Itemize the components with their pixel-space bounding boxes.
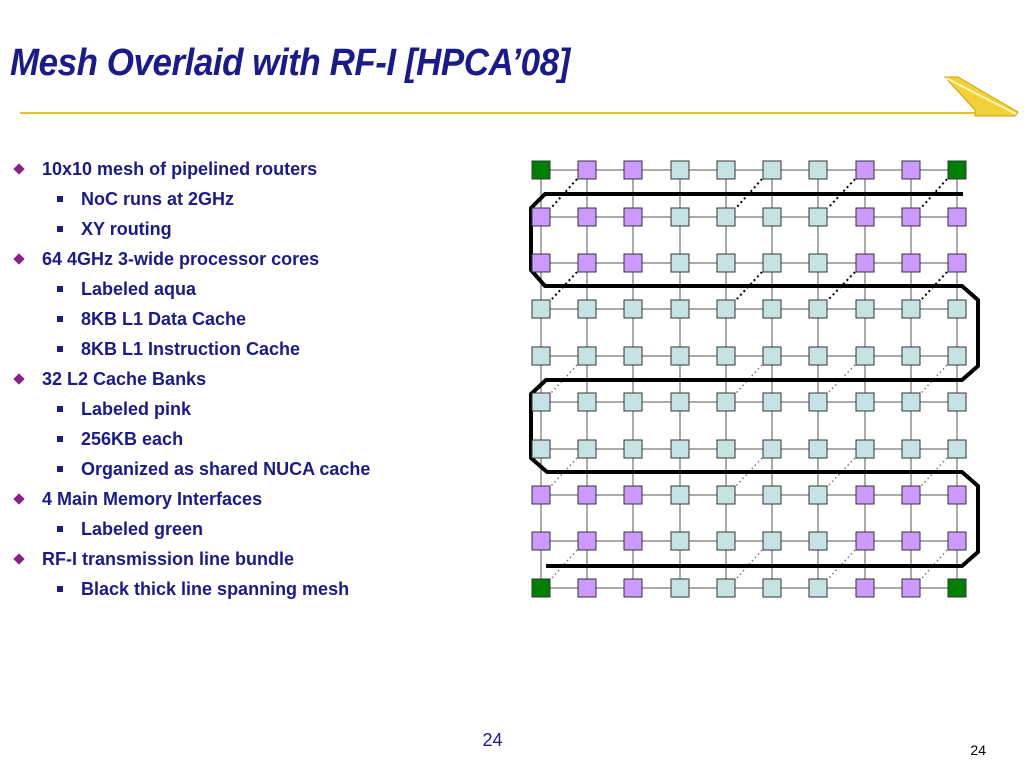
diamond-bullet-icon	[13, 253, 24, 264]
processor-core-node	[763, 254, 781, 272]
processor-core-node	[856, 347, 874, 365]
l2-cache-bank-node	[532, 254, 550, 272]
l2-cache-bank-node	[578, 486, 596, 504]
processor-core-node	[717, 393, 735, 411]
l2-cache-bank-node	[902, 254, 920, 272]
title-underline-rule	[0, 70, 1024, 130]
processor-core-node	[948, 440, 966, 458]
square-bullet-icon	[57, 406, 63, 412]
processor-core-node	[948, 300, 966, 318]
sub-bullet-text: 8KB L1 Instruction Cache	[81, 339, 301, 359]
processor-core-node	[763, 347, 781, 365]
processor-core-node	[717, 300, 735, 318]
sub-bullet-text: Organized as shared NUCA cache	[81, 459, 371, 479]
processor-core-node	[578, 393, 596, 411]
bullet-item	[12, 544, 492, 574]
processor-core-node	[717, 440, 735, 458]
l2-cache-bank-node	[624, 532, 642, 550]
l2-cache-bank-node	[856, 208, 874, 226]
sub-bullet-item	[12, 184, 492, 214]
sub-bullet-item	[12, 214, 492, 244]
l2-cache-bank-node	[624, 254, 642, 272]
l2-cache-bank-node	[856, 486, 874, 504]
processor-core-node	[532, 393, 550, 411]
bullet-text: 10x10 mesh of pipelined routers	[42, 159, 318, 179]
processor-core-node	[809, 161, 827, 179]
l2-cache-bank-node	[578, 254, 596, 272]
processor-core-node	[532, 347, 550, 365]
processor-core-node	[717, 347, 735, 365]
l2-cache-bank-node	[624, 208, 642, 226]
processor-core-node	[578, 440, 596, 458]
square-bullet-icon	[57, 586, 63, 592]
processor-core-node	[578, 347, 596, 365]
l2-cache-bank-node	[948, 486, 966, 504]
l2-cache-bank-node	[856, 579, 874, 597]
square-bullet-icon	[57, 226, 63, 232]
processor-core-node	[902, 347, 920, 365]
processor-core-node	[809, 347, 827, 365]
l2-cache-bank-node	[624, 486, 642, 504]
processor-core-node	[809, 579, 827, 597]
sub-bullet-text: Labeled pink	[81, 399, 192, 419]
processor-core-node	[948, 347, 966, 365]
diamond-bullet-icon	[13, 163, 24, 174]
memory-interface-node	[532, 161, 550, 179]
sub-bullet-text: Labeled aqua	[81, 279, 197, 299]
processor-core-node	[717, 486, 735, 504]
bullet-item	[12, 244, 492, 274]
processor-core-node	[856, 440, 874, 458]
bullet-item	[12, 154, 492, 184]
sub-bullet-item	[12, 394, 492, 424]
processor-core-node	[763, 393, 781, 411]
l2-cache-bank-node	[578, 579, 596, 597]
sub-bullet-item	[12, 274, 492, 304]
l2-cache-bank-node	[856, 161, 874, 179]
slide-title: Mesh Overlaid with RF-I [HPCA’08]	[10, 42, 570, 84]
l2-cache-bank-node	[902, 486, 920, 504]
l2-cache-bank-node	[532, 486, 550, 504]
processor-core-node	[671, 161, 689, 179]
processor-core-node	[763, 532, 781, 550]
processor-core-node	[671, 440, 689, 458]
memory-interface-node	[532, 579, 550, 597]
memory-interface-node	[948, 579, 966, 597]
processor-core-node	[856, 393, 874, 411]
processor-core-node	[902, 440, 920, 458]
sub-bullet-item	[12, 424, 492, 454]
processor-core-node	[624, 440, 642, 458]
l2-cache-bank-node	[624, 161, 642, 179]
sub-bullet-item	[12, 454, 492, 484]
l2-cache-bank-node	[578, 208, 596, 226]
l2-cache-bank-node	[578, 161, 596, 179]
processor-core-node	[809, 486, 827, 504]
bullet-text: 64 4GHz 3-wide processor cores	[42, 249, 320, 269]
bullet-list	[12, 154, 492, 604]
l2-cache-bank-node	[856, 254, 874, 272]
processor-core-node	[763, 486, 781, 504]
sub-bullet-text: 256KB each	[81, 429, 184, 449]
processor-core-node	[671, 300, 689, 318]
processor-core-node	[809, 393, 827, 411]
sub-bullet-text: Black thick line spanning mesh	[81, 579, 350, 599]
sub-bullet-item	[12, 514, 492, 544]
l2-cache-bank-node	[578, 532, 596, 550]
processor-core-node	[671, 532, 689, 550]
processor-core-node	[717, 254, 735, 272]
processor-core-node	[532, 440, 550, 458]
processor-core-node	[717, 208, 735, 226]
bullet-text: RF-I transmission line bundle	[42, 549, 295, 569]
processor-core-node	[717, 579, 735, 597]
processor-core-node	[763, 579, 781, 597]
processor-core-node	[809, 254, 827, 272]
bullet-text: 4 Main Memory Interfaces	[42, 489, 263, 509]
square-bullet-icon	[57, 346, 63, 352]
processor-core-node	[809, 440, 827, 458]
sub-bullet-text: 8KB L1 Data Cache	[81, 309, 247, 329]
processor-core-node	[624, 300, 642, 318]
sub-bullet-item	[12, 304, 492, 334]
memory-interface-node	[948, 161, 966, 179]
l2-cache-bank-node	[532, 532, 550, 550]
processor-core-node	[624, 393, 642, 411]
processor-core-node	[671, 486, 689, 504]
processor-core-node	[809, 532, 827, 550]
processor-core-node	[809, 208, 827, 226]
sub-bullet-text: Labeled green	[81, 519, 204, 539]
processor-core-node	[532, 300, 550, 318]
sub-bullet-item	[12, 574, 492, 604]
processor-core-node	[671, 393, 689, 411]
l2-cache-bank-node	[948, 532, 966, 550]
processor-core-node	[717, 532, 735, 550]
bullet-text: 32 L2 Cache Banks	[42, 369, 207, 389]
square-bullet-icon	[57, 316, 63, 322]
bullet-item	[12, 484, 492, 514]
diamond-bullet-icon	[13, 493, 24, 504]
processor-core-node	[763, 440, 781, 458]
l2-cache-bank-node	[902, 161, 920, 179]
processor-core-node	[809, 300, 827, 318]
square-bullet-icon	[57, 286, 63, 292]
processor-core-node	[671, 579, 689, 597]
processor-core-node	[763, 300, 781, 318]
processor-core-node	[902, 300, 920, 318]
sub-bullet-text: XY routing	[81, 219, 172, 239]
page-number-right: 24	[970, 742, 986, 758]
processor-core-node	[902, 393, 920, 411]
processor-core-node	[763, 161, 781, 179]
sub-bullet-text: NoC runs at 2GHz	[81, 189, 235, 209]
l2-cache-bank-node	[856, 532, 874, 550]
l2-cache-bank-node	[948, 208, 966, 226]
square-bullet-icon	[57, 466, 63, 472]
l2-cache-bank-node	[902, 532, 920, 550]
l2-cache-bank-node	[902, 579, 920, 597]
processor-core-node	[671, 254, 689, 272]
processor-core-node	[671, 347, 689, 365]
l2-cache-bank-node	[948, 254, 966, 272]
diamond-bullet-icon	[13, 373, 24, 384]
processor-core-node	[948, 393, 966, 411]
page-number-center: 24	[482, 730, 503, 750]
square-bullet-icon	[57, 196, 63, 202]
processor-core-node	[578, 300, 596, 318]
l2-cache-bank-node	[902, 208, 920, 226]
diamond-bullet-icon	[13, 553, 24, 564]
processor-core-node	[717, 161, 735, 179]
l2-cache-bank-node	[532, 208, 550, 226]
l2-cache-bank-node	[624, 579, 642, 597]
square-bullet-icon	[57, 436, 63, 442]
processor-core-node	[671, 208, 689, 226]
processor-core-node	[856, 300, 874, 318]
square-bullet-icon	[57, 526, 63, 532]
processor-core-node	[763, 208, 781, 226]
processor-core-node	[624, 347, 642, 365]
mesh-diagram	[520, 150, 990, 610]
sub-bullet-item	[12, 334, 492, 364]
bullet-item	[12, 364, 492, 394]
